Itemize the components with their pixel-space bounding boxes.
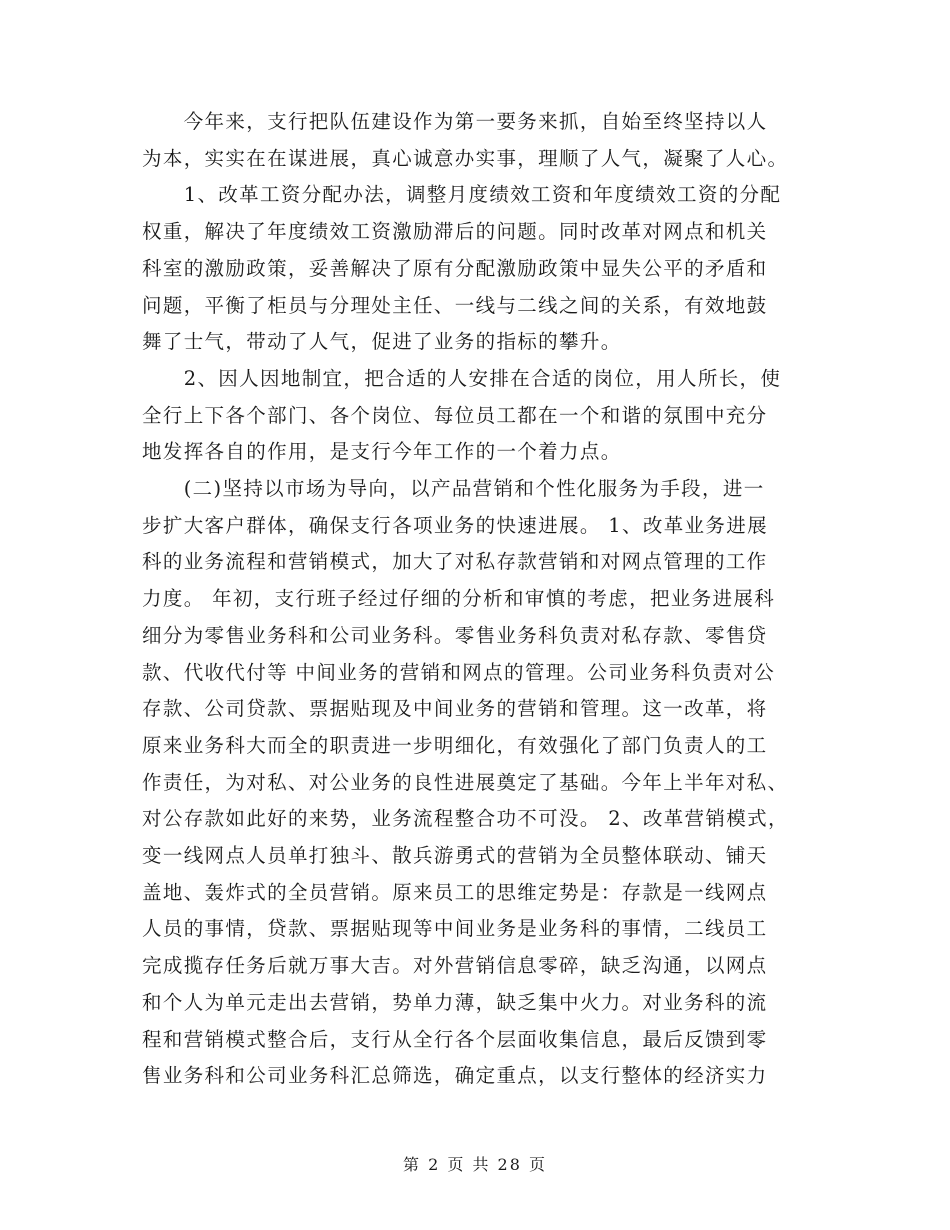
- text-line: 对公存款如此好的来势，业务流程整合功不可没。 2、改革营销模式，: [142, 807, 789, 831]
- text-line: 地发挥各自的作用，是支行今年工作的一个着力点。: [142, 440, 622, 464]
- text-line: 人员的事情，贷款、票据贴现等中间业务是业务科的事情，二线员工: [142, 917, 768, 941]
- text-line: 程和营销模式整合后，支行从全行各个层面收集信息，最后反馈到零: [142, 1027, 768, 1051]
- text-line: 原来业务科大而全的职责进一步明细化，有效强化了部门负责人的工: [142, 733, 768, 757]
- text-line: 和个人为单元走出去营销，势单力薄，缺乏集中火力。对业务科的流: [142, 990, 768, 1014]
- text-line: 今年来，支行把队伍建设作为第一要务来抓，自始至终坚持以人: [142, 110, 768, 133]
- text-line: 1、改革工资分配办法，调整月度绩效工资和年度绩效工资的分配: [142, 183, 782, 207]
- text-line: 力度。 年初，支行班子经过仔细的分析和审慎的考虑，把业务进展科: [142, 587, 776, 611]
- text-line: 步扩大客户群体，确保支行各项业务的快速进展。 1、改革业务进展: [142, 513, 768, 537]
- text-line: 作责任，为对私、对公业务的良性进展奠定了基础。今年上半年对私、: [142, 770, 789, 794]
- text-line: 售业务科和公司业务科汇总筛选，确定重点，以支行整体的经济实力: [142, 1064, 768, 1088]
- text-line: 科的业务流程和营销模式，加大了对私存款营销和对网点管理的工作: [142, 550, 768, 574]
- text-line: 盖地、轰炸式的全员营销。原来员工的思维定势是：存款是一线网点: [142, 880, 768, 904]
- text-line: 舞了士气，带动了人气，促进了业务的指标的攀升。: [142, 330, 622, 354]
- text-line: (二)坚持以市场为导向，以产品营销和个性化服务为手段，进一: [142, 477, 765, 500]
- text-line: 变一线网点人员单打独斗、散兵游勇式的营销为全员整体联动、铺天: [142, 844, 768, 867]
- text-line: 科室的激励政策，妥善解决了原有分配激励政策中显失公平的矛盾和: [142, 256, 768, 280]
- text-line: 款、代收代付等 中间业务的营销和网点的管理。公司业务科负责对公: [142, 660, 776, 684]
- text-line: 权重，解决了年度绩效工资激励滞后的问题。同时改革对网点和机关: [142, 220, 768, 244]
- text-line: 完成揽存任务后就万事大吉。对外营销信息零碎，缺乏沟通，以网点: [142, 954, 768, 978]
- text-line: 为本，实实在在谋进展，真心诚意办实事，理顺了人气，凝聚了人心。: [142, 146, 789, 170]
- text-line: 存款、公司贷款、票据贴现及中间业务的营销和管理。这一改革，将: [142, 697, 768, 721]
- text-line: 细分为零售业务科和公司业务科。零售业务科负责对私存款、零售贷: [142, 623, 768, 647]
- page-footer: 第 2 页 共 28 页: [403, 1155, 547, 1174]
- text-line: 问题，平衡了柜员与分理处主任、一线与二线之间的关系，有效地鼓: [142, 293, 768, 317]
- text-line: 全行上下各个部门、各个岗位、每位员工都在一个和谐的氛围中充分: [142, 403, 768, 427]
- text-line: 2、因人因地制宜，把合适的人安排在合适的岗位，用人所长，使: [142, 366, 782, 390]
